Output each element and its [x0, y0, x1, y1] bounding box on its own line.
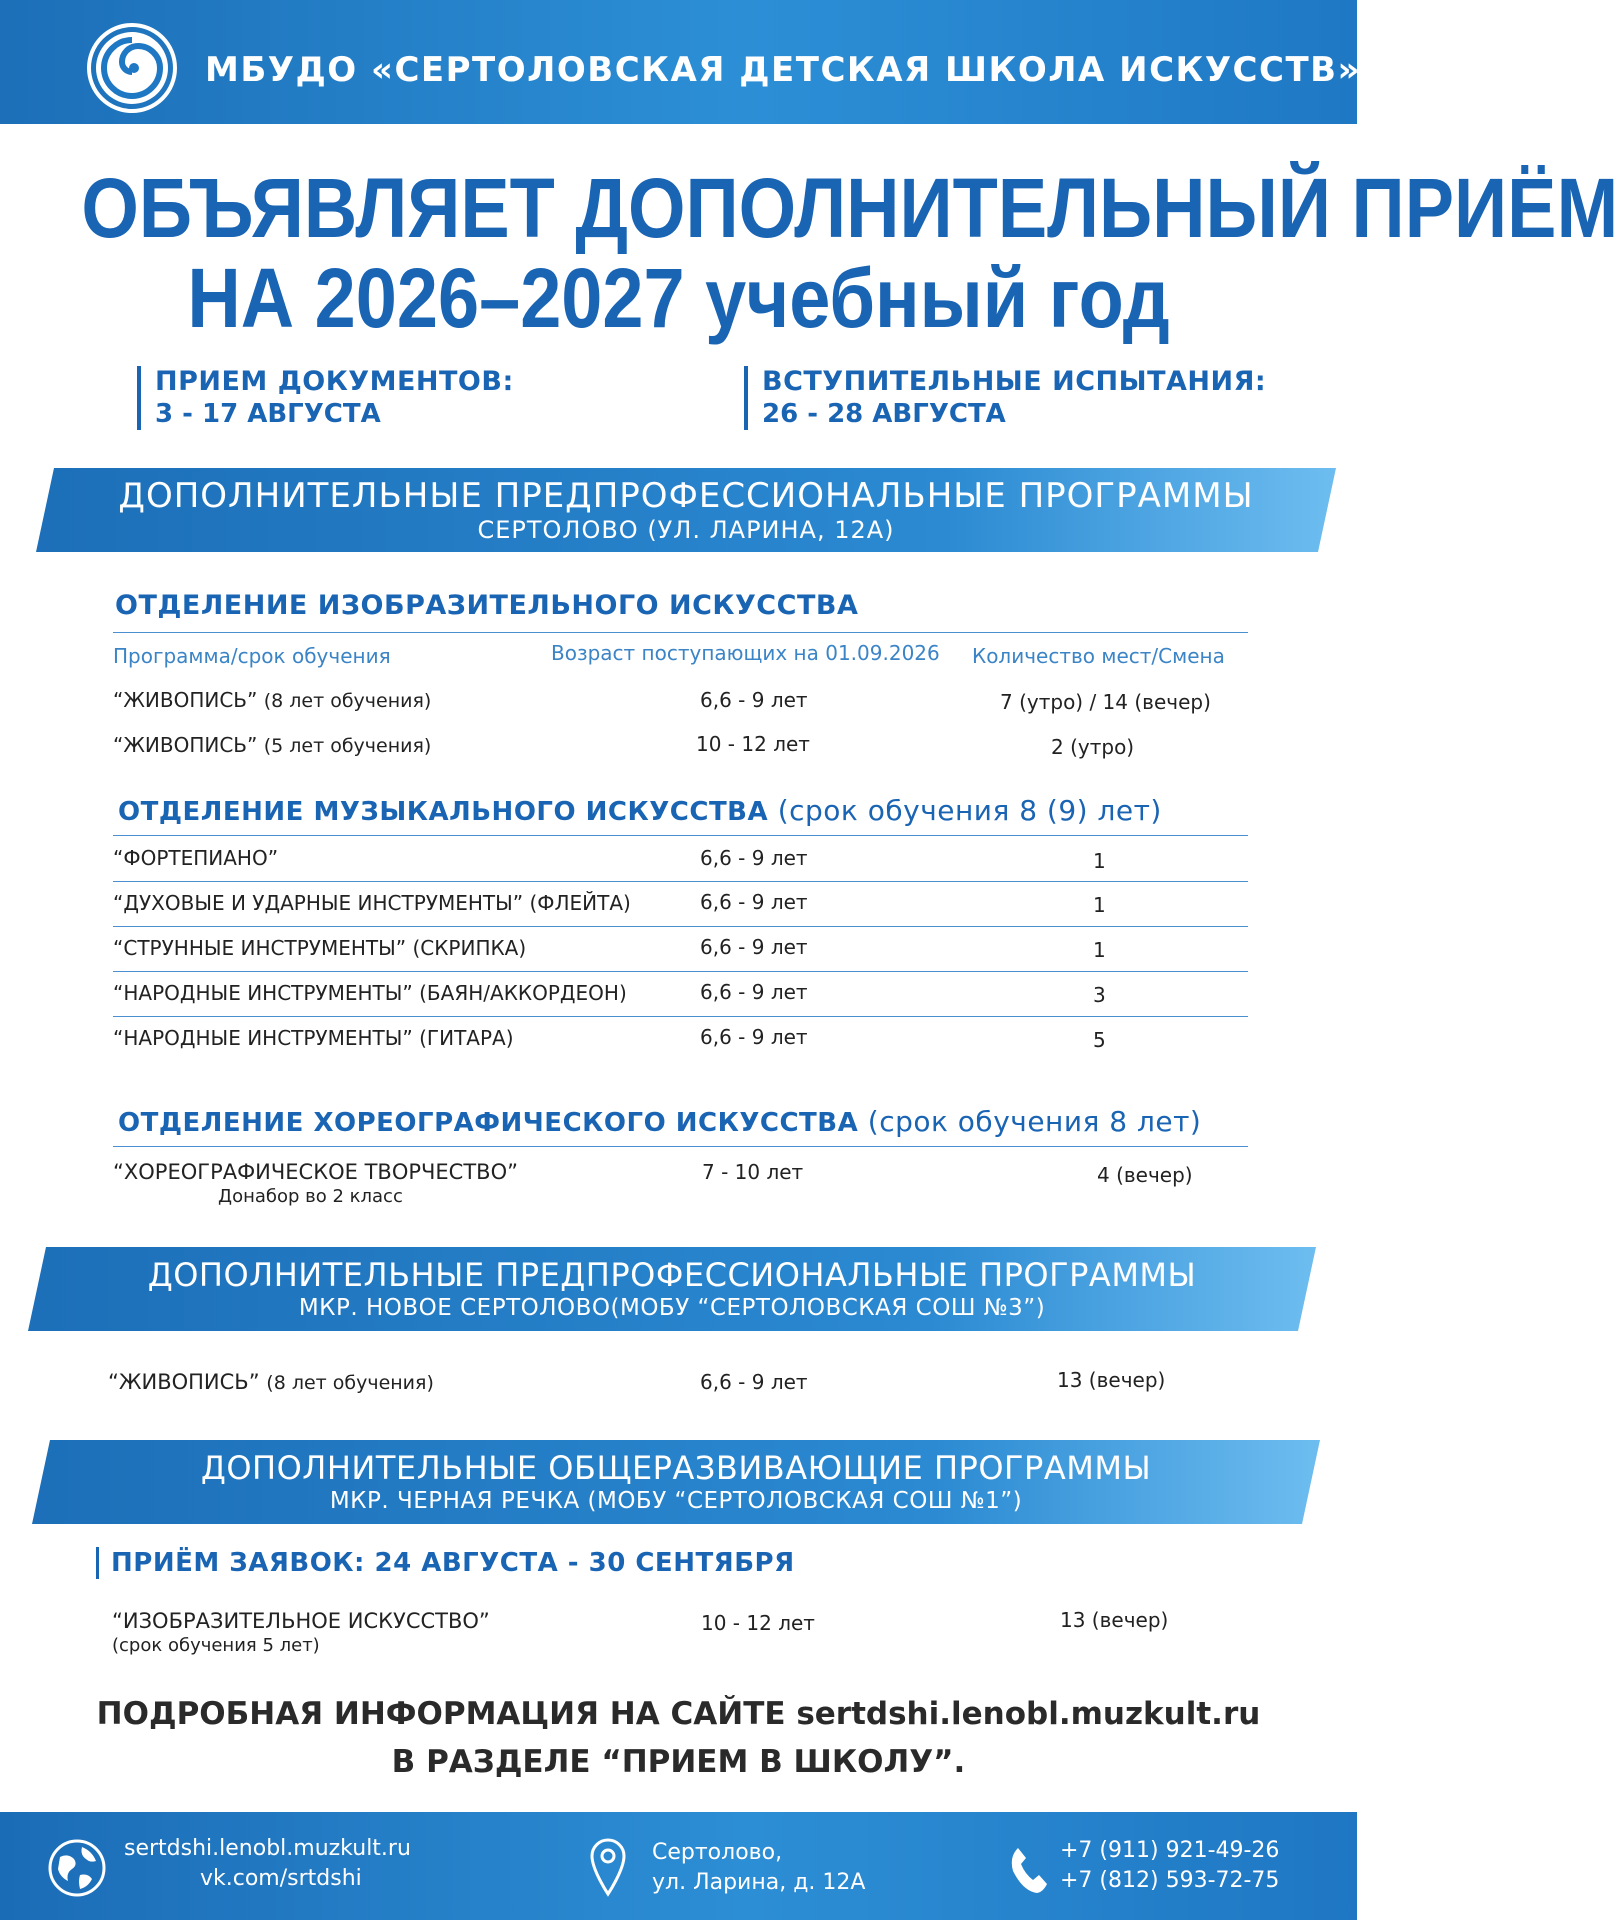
table-row-program: “ИЗОБРАЗИТЕЛЬНОЕ ИСКУССТВО”	[112, 1609, 490, 1633]
table-row-age: 10 - 12 лет	[701, 1611, 815, 1635]
exams-dates: 26 - 28 АВГУСТА	[762, 399, 1006, 429]
documents-dates: 3 - 17 АВГУСТА	[155, 399, 381, 429]
dance-dept-name: ОТДЕЛЕНИЕ ХОРЕОГРАФИЧЕСКОГО ИСКУССТВА	[118, 1108, 859, 1138]
section3-subtitle: МКР. ЧЕРНАЯ РЕЧКА (МОБУ “СЕРТОЛОВСКАЯ СОШ №1”)	[329, 1488, 1023, 1514]
column-header-places: Количество мест/Смена	[972, 644, 1225, 668]
section-band-1	[36, 468, 1336, 552]
column-header-age: Возраст поступающих на 01.09.2026	[551, 641, 940, 665]
section2-title: ДОПОЛНИТЕЛЬНЫЕ ПРЕДПРОФЕССИОНАЛЬНЫЕ ПРОГРАММЫ	[147, 1256, 1197, 1294]
applications-period	[96, 1547, 795, 1579]
table-row-places: 5	[1093, 1028, 1106, 1052]
divider	[113, 632, 1248, 633]
table-row-places: 7 (утро) / 14 (вечер)	[1000, 690, 1211, 714]
dance-dept-title	[118, 1105, 1201, 1138]
table-row-age: 6,6 - 9 лет	[700, 890, 808, 914]
music-dept-duration: (срок обучения 8 (9) лет)	[777, 794, 1162, 827]
table-row-places: 13 (вечер)	[1060, 1608, 1169, 1632]
program-note: (8 лет обучения)	[263, 690, 432, 712]
program-note: (5 лет обучения)	[263, 735, 432, 757]
documents-period	[137, 366, 514, 430]
globe-icon	[46, 1837, 108, 1899]
music-dept-title	[118, 794, 1162, 827]
phone-icon	[1008, 1844, 1048, 1896]
table-row-program: “НАРОДНЫЕ ИНСТРУМЕНТЫ” (ГИТАРА)	[113, 1026, 514, 1050]
table-row-age: 6,6 - 9 лет	[700, 1370, 808, 1394]
divider	[113, 971, 1248, 972]
column-header-program: Программа/срок обучения	[113, 644, 391, 668]
table-row-program: “ДУХОВЫЕ И УДАРНЫЕ ИНСТРУМЕНТЫ” (ФЛЕЙТА)	[113, 891, 631, 915]
info-line2: В РАЗДЕЛЕ “ПРИЕМ В ШКОЛУ”.	[391, 1744, 966, 1780]
divider	[113, 1016, 1248, 1017]
program-note: (срок обучения 5 лет)	[112, 1635, 320, 1656]
table-row-age: 6,6 - 9 лет	[700, 935, 808, 959]
footer-phone-2[interactable]: +7 (812) 593-72-75	[1060, 1868, 1280, 1893]
table-row-places: 4 (вечер)	[1097, 1163, 1193, 1187]
table-row-age: 6,6 - 9 лет	[700, 846, 808, 870]
music-dept-name: ОТДЕЛЕНИЕ МУЗЫКАЛЬНОГО ИСКУССТВА	[118, 797, 769, 827]
table-row-age: 6,6 - 9 лет	[700, 1025, 808, 1049]
table-row-program: “СТРУННЫЕ ИНСТРУМЕНТЫ” (СКРИПКА)	[113, 936, 527, 960]
program-note: Донабор во 2 класс	[218, 1186, 403, 1207]
footer-vk-link[interactable]: vk.com/srtdshi	[200, 1866, 362, 1891]
divider	[113, 835, 1248, 836]
table-row-program	[113, 688, 431, 712]
table-row-places: 2 (утро)	[1051, 735, 1135, 759]
section1-subtitle: СЕРТОЛОВО (УЛ. ЛАРИНА, 12А)	[477, 516, 895, 544]
program-note: (8 лет обучения)	[266, 1372, 434, 1394]
table-row-age: 6,6 - 9 лет	[700, 688, 808, 712]
program-name: “ЖИВОПИСЬ”	[113, 688, 258, 712]
divider	[113, 1146, 1248, 1147]
art-dept-title: ОТДЕЛЕНИЕ ИЗОБРАЗИТЕЛЬНОГО ИСКУССТВА	[115, 590, 859, 621]
exams-label: ВСТУПИТЕЛЬНЫЕ ИСПЫТАНИЯ:	[762, 366, 1267, 397]
table-row-age: 7 - 10 лет	[702, 1160, 804, 1184]
school-name: МБУДО «СЕРТОЛОВСКАЯ ДЕТСКАЯ ШКОЛА ИСКУССТВ»	[205, 50, 1362, 90]
table-row-age: 6,6 - 9 лет	[700, 980, 808, 1004]
table-row-program: “ФОРТЕПИАНО”	[113, 846, 279, 870]
program-name: “ЖИВОПИСЬ”	[113, 733, 258, 757]
section-band-2	[28, 1247, 1316, 1331]
footer-street: ул. Ларина, д. 12А	[652, 1870, 866, 1895]
section3-title: ДОПОЛНИТЕЛЬНЫЕ ОБЩЕРАЗВИВАЮЩИЕ ПРОГРАММЫ	[200, 1449, 1152, 1487]
table-row-places: 13 (вечер)	[1057, 1368, 1166, 1392]
divider	[113, 926, 1248, 927]
program-name: “ЖИВОПИСЬ”	[108, 1370, 260, 1394]
table-row-places: 3	[1093, 983, 1106, 1007]
footer-city: Сертолово,	[652, 1840, 783, 1865]
table-row-program: “НАРОДНЫЕ ИНСТРУМЕНТЫ” (БАЯН/АККОРДЕОН)	[113, 981, 627, 1005]
footer-site-link[interactable]: sertdshi.lenobl.muzkult.ru	[124, 1836, 411, 1861]
documents-label: ПРИЕМ ДОКУМЕНТОВ:	[155, 366, 514, 397]
footer-phone-1[interactable]: +7 (911) 921-49-26	[1060, 1838, 1280, 1863]
headline-line1: ОБЪЯВЛЯЕТ ДОПОЛНИТЕЛЬНЫЙ ПРИЁМ	[81, 161, 1618, 255]
headline-line2: НА 2026–2027 учебный год	[187, 251, 1170, 345]
table-row-program: “ХОРЕОГРАФИЧЕСКОЕ ТВОРЧЕСТВО”	[113, 1160, 518, 1184]
table-row-places: 1	[1093, 849, 1106, 873]
table-row-age: 10 - 12 лет	[696, 732, 810, 756]
divider	[113, 881, 1248, 882]
applications-dates: ПРИЁМ ЗАЯВОК: 24 АВГУСТА - 30 СЕНТЯБРЯ	[111, 1548, 795, 1578]
table-row-program	[108, 1370, 434, 1394]
table-row-places: 1	[1093, 893, 1106, 917]
info-line1: ПОДРОБНАЯ ИНФОРМАЦИЯ НА САЙТЕ sertdshi.lenobl.muzkult.ru	[96, 1696, 1261, 1732]
section2-subtitle: МКР. НОВОЕ СЕРТОЛОВО(МОБУ “СЕРТОЛОВСКАЯ СОШ №3”)	[298, 1295, 1046, 1321]
table-row-places: 1	[1093, 938, 1106, 962]
section-band-3	[32, 1440, 1320, 1524]
exams-period	[744, 366, 1266, 430]
dance-dept-duration: (срок обучения 8 лет)	[867, 1105, 1202, 1138]
location-pin-icon	[588, 1836, 628, 1898]
section1-title: ДОПОЛНИТЕЛЬНЫЕ ПРЕДПРОФЕССИОНАЛЬНЫЕ ПРОГРАММЫ	[118, 476, 1254, 516]
table-row-program	[113, 733, 431, 757]
spiral-logo-icon	[86, 22, 178, 114]
